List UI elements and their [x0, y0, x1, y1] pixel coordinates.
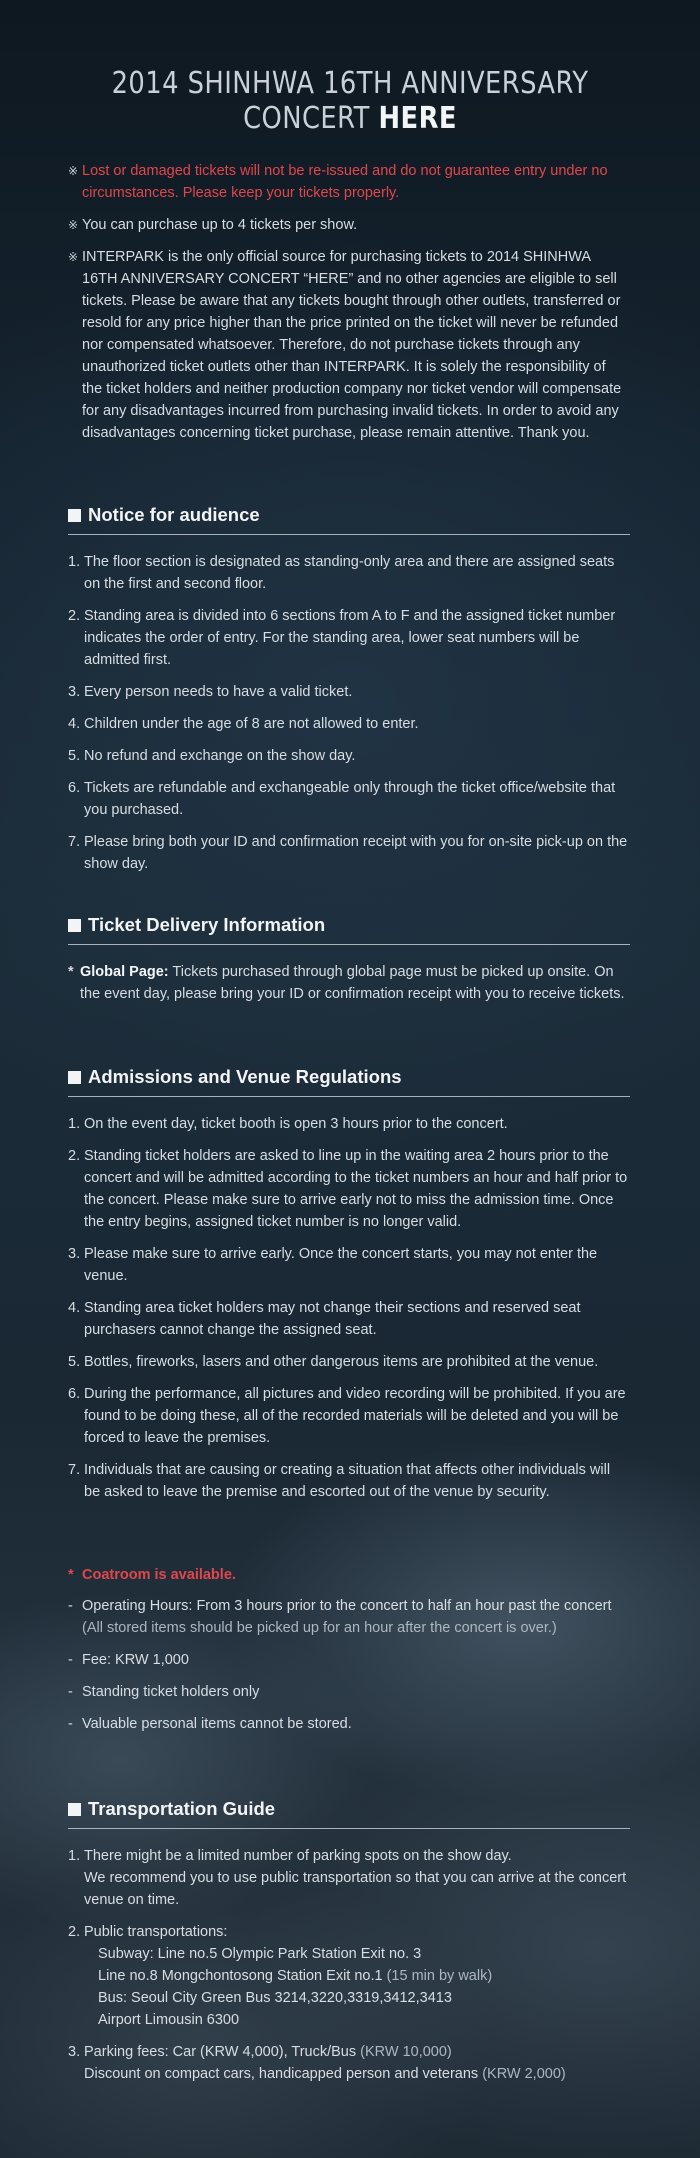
coatroom-title: * Coatroom is available.	[68, 1567, 236, 1583]
coatroom-hours: - Operating Hours: From 3 hours prior to the concert to half an hour past the concert (All stored items should be picked up for an hour after the concert is over.)	[68, 1595, 630, 1639]
section-heading: Ticket Delivery Information	[68, 914, 630, 945]
section-heading: Notice for audience	[68, 504, 630, 535]
square-bullet-icon	[68, 509, 81, 522]
list-item: 1. The floor section is designated as standing-only area and there are assigned seats on the first and second floor.	[68, 554, 615, 592]
section-admissions	[68, 1066, 630, 1513]
reference-mark-icon: ※	[68, 164, 79, 178]
list-item: 5. No refund and exchange on the show day.	[68, 748, 356, 764]
section-audience	[68, 504, 630, 885]
square-bullet-icon	[68, 1071, 81, 1084]
list-item: 4. Children under the age of 8 are not allowed to enter.	[68, 716, 419, 732]
list-item: 2. Standing ticket holders are asked to line up in the waiting area 2 hours prior to the concert and will be admitted according to the ticket numbers an hour and half prior to the concert. Please make sure to arrive early not to miss the admission time. Once the entry begins, assigned ticket number is no longer valid.	[68, 1148, 628, 1230]
list-item: 3. Please make sure to arrive early. Once the concert starts, you may not enter the venue.	[68, 1246, 598, 1284]
section-coatroom	[68, 1567, 630, 1745]
notice-text: INTERPARK is the only official source for purchasing tickets to 2014 SHINHWA 16TH ANNIVERSARY CONCERT “HERE” and no other agencies are eligible to sell tickets. Please be aware that any tickets bought through other outlets, transferred or resold for any price higher than the price printed on the ticket will never be refunded nor compensated whatsoever. Therefore, do not purchase tickets through any unauthorized ticket outlets other than INTERPARK. It is solely the responsibility of the ticket holders and neither production company nor ticket vendor will compensate for any disadvantages incurred from purchasing invalid tickets. In order to avoid any disadvantages concerning ticket purchase, please remain attentive. Thank you.	[82, 249, 622, 441]
page-title	[49, 66, 651, 136]
list-item: 5. Bottles, fireworks, lasers and other dangerous items are prohibited at the venue.	[68, 1354, 599, 1370]
notice-item	[68, 214, 628, 236]
list-item: 2. Public transportations: Subway: Line no.5 Olympic Park Station Exit no. 3 Line no.8 Mongchontosong Station Exit no.1 (15 min by walk) Bus: Seoul City Green Bus 3214,3220,3319,3412,3413 Airport Limousin 6300	[68, 1924, 493, 2028]
delivery-label: Global Page:	[80, 964, 169, 980]
coatroom-valuables: - Valuable personal items cannot be stored.	[68, 1716, 352, 1732]
coatroom-standing: - Standing ticket holders only	[68, 1684, 260, 1700]
reference-mark-icon: ※	[68, 250, 79, 264]
notice-text: Lost or damaged tickets will not be re-issued and do not guarantee entry under no circumstances. Please keep your tickets properly.	[82, 163, 608, 201]
list-item: 3. Parking fees: Car (KRW 4,000), Truck/Bus (KRW 10,000) Discount on compact cars, handicapped person and veterans (KRW 2,000)	[68, 2044, 566, 2082]
transport-list	[68, 1845, 630, 2085]
list-item: 6. Tickets are refundable and exchangeable only through the ticket office/website that you purchased.	[68, 780, 616, 818]
title-bold: HERE	[378, 101, 457, 136]
notice-text: You can purchase up to 4 tickets per show.	[82, 217, 358, 233]
list-item: 4. Standing area ticket holders may not change their sections and reserved seat purchasers cannot change the assigned seat.	[68, 1300, 581, 1338]
delivery-note: * Global Page: Tickets purchased through global page must be picked up onsite. On the event day, please bring your ID or confirmation receipt with you to receive tickets.	[68, 961, 630, 1005]
list-item: 2. Standing area is divided into 6 sections from A to F and the assigned ticket number indicates the order of entry. For the standing area, lower seat numbers will be admitted first.	[68, 608, 616, 668]
audience-list	[68, 551, 630, 875]
list-item: 1. There might be a limited number of parking spots on the show day. We recommend you to use public transportation so that you can arrive at the concert venue on time.	[68, 1848, 627, 1908]
notice-item	[68, 160, 628, 204]
list-item: 3. Every person needs to have a valid ticket.	[68, 684, 353, 700]
reference-mark-icon: ※	[68, 218, 79, 232]
section-transport	[68, 1798, 630, 2095]
title-main: 2014 SHINHWA 16TH ANNIVERSARY CONCERT	[111, 66, 589, 136]
coatroom-fee: - Fee: KRW 1,000	[68, 1652, 189, 1668]
square-bullet-icon	[68, 1803, 81, 1816]
section-delivery	[68, 914, 630, 1005]
admissions-list	[68, 1113, 630, 1503]
list-item: 7. Individuals that are causing or creating a situation that affects other individuals will be asked to leave the premise and escorted out of the venue by security.	[68, 1462, 611, 1500]
list-item: 7. Please bring both your ID and confirmation receipt with you for on-site pick-up on the show day.	[68, 834, 628, 872]
section-heading: Transportation Guide	[68, 1798, 630, 1829]
notice-list	[68, 160, 628, 454]
list-item: 1. On the event day, ticket booth is open 3 hours prior to the concert.	[68, 1116, 508, 1132]
coatroom-hours-note: (All stored items should be picked up for an hour after the concert is over.)	[82, 1620, 557, 1636]
section-heading: Admissions and Venue Regulations	[68, 1066, 630, 1097]
asterisk-icon: *	[68, 1567, 74, 1583]
list-item: 6. During the performance, all pictures and video recording will be prohibited. If you are found to be doing these, all of the recorded materials will be deleted and you will be forced to leave the premises.	[68, 1386, 626, 1446]
square-bullet-icon	[68, 919, 81, 932]
asterisk-icon: *	[68, 964, 74, 980]
notice-item	[68, 246, 628, 444]
